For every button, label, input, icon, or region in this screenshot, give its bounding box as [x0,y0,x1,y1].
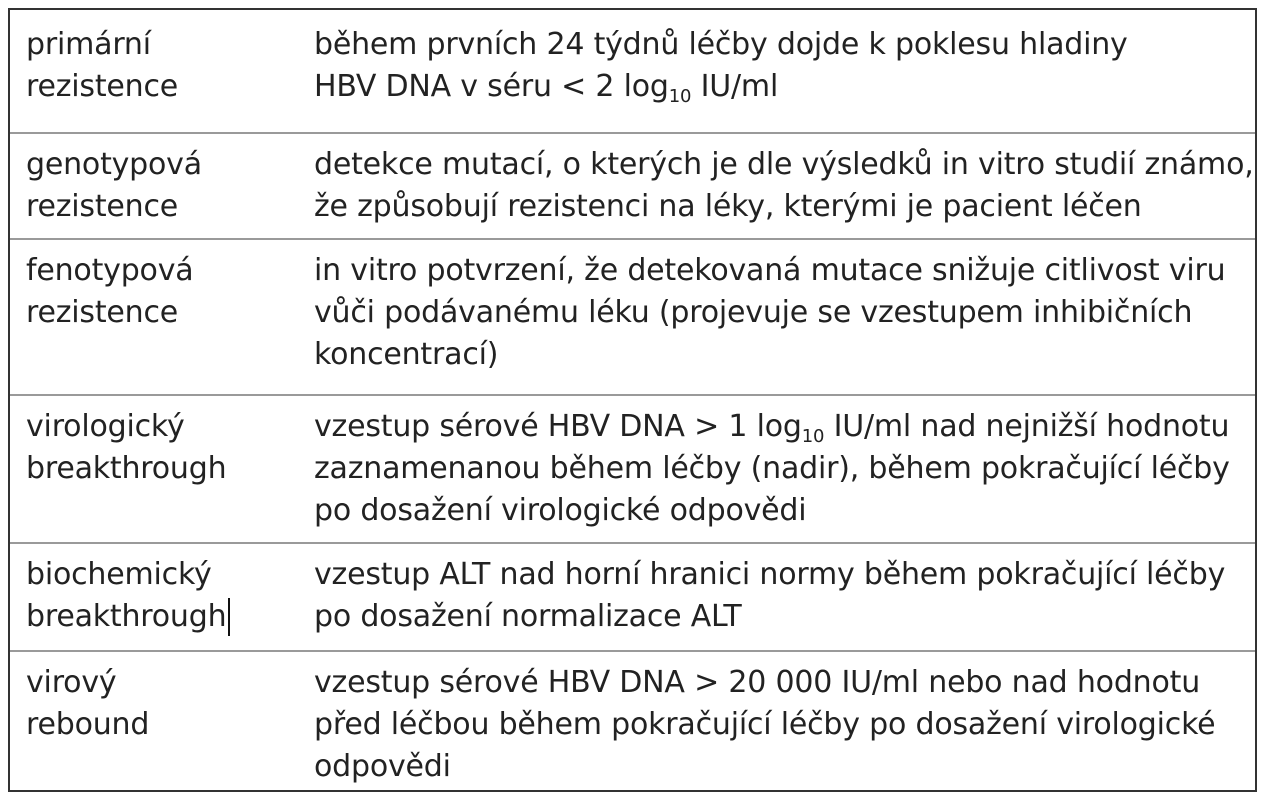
table-row [10,238,1255,384]
term-cell [26,406,296,490]
definition-line [314,406,1244,448]
definition-line: koncentrací) [314,337,499,372]
table-row [10,394,1255,538]
definition-text: IU/ml nad nejnižší hodnotu [824,409,1230,444]
term-cell [26,662,296,746]
definition-line: vzestup ALT nad horní hranici normy během pokračující léčby [314,557,1226,592]
definition-cell [314,662,1244,788]
term-line: breakthrough [26,451,227,486]
definition-cell [314,24,1244,108]
term-line [26,596,296,638]
term-line: fenotypová [26,253,194,288]
definition-line: detekce mutací, o kterých je dle výsledků in vitro studií známo, [314,147,1254,182]
table-row [10,650,1255,786]
definition-line: odpovědi [314,749,451,784]
term-line: primární [26,27,151,62]
definition-line: vůči podávanému léku (projevuje se vzestupem inhibičních [314,295,1193,330]
term-line: biochemický [26,557,212,592]
term-text: breakthrough [26,599,227,634]
table-row [10,542,1255,638]
term-line: virologický [26,409,185,444]
definition-line: že způsobují rezistenci na léky, kterými je pacient léčen [314,189,1142,224]
definition-cell [314,406,1244,532]
term-cell [26,250,296,334]
term-cell [26,144,296,228]
definition-line: před léčbou během pokračující léčby po dosažení virologické [314,707,1216,742]
term-cell [26,24,296,108]
table-row [10,132,1255,228]
definition-line: během prvních 24 týdnů léčby dojde k poklesu hladiny [314,27,1128,62]
term-line: genotypová [26,147,202,182]
definition-line: zaznamenanou během léčby (nadir), během pokračující léčby [314,451,1230,486]
definition-cell [314,554,1244,638]
definition-line: po dosažení normalizace ALT [314,599,742,634]
table-row [10,24,1255,116]
definition-cell [314,250,1244,376]
definition-text: vzestup sérové HBV DNA > 1 log [314,409,802,444]
text-cursor [228,598,230,636]
definition-line: vzestup sérové HBV DNA > 20 000 IU/ml nebo nad hodnotu [314,665,1201,700]
definition-line [314,66,1244,108]
term-line: virový [26,665,117,700]
definition-line: po dosažení virologické odpovědi [314,493,807,528]
table-body [10,10,1255,790]
definition-text: IU/ml [691,69,779,104]
definition-cell [314,144,1254,228]
term-line: rezistence [26,295,179,330]
definition-line: in vitro potvrzení, že detekovaná mutace snižuje citlivost viru [314,253,1226,288]
definitions-table [8,8,1257,792]
term-line: rezistence [26,69,179,104]
subscript: 10 [668,86,692,107]
term-line: rezistence [26,189,179,224]
subscript: 10 [801,426,825,447]
term-cell [26,554,296,638]
definition-text: HBV DNA v séru < 2 log [314,69,669,104]
term-line: rebound [26,707,150,742]
